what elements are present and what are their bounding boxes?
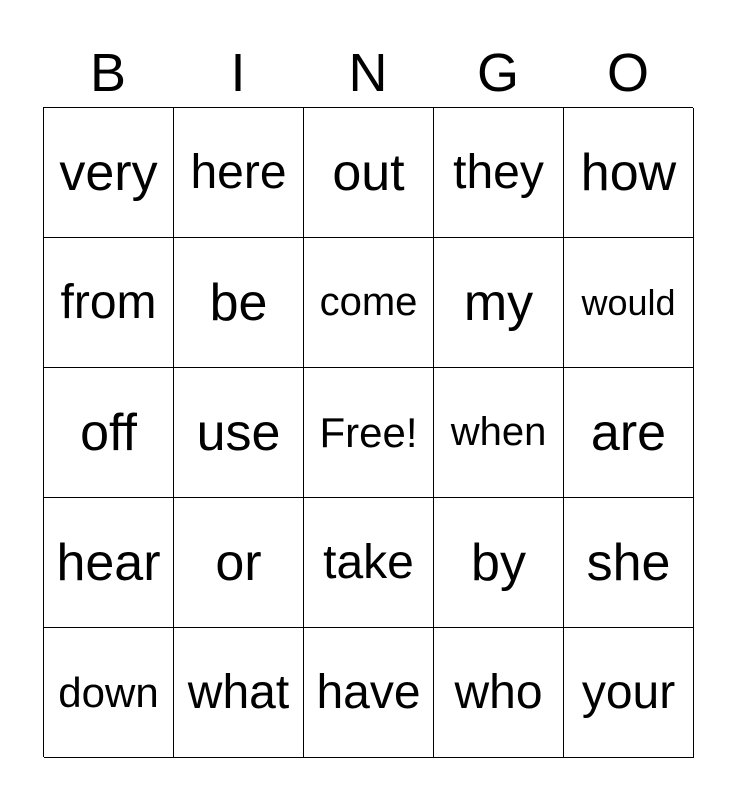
bingo-cell: what	[174, 628, 304, 758]
bingo-cell: use	[174, 368, 304, 498]
bingo-cell: who	[434, 628, 564, 758]
bingo-cell: my	[434, 238, 564, 368]
header-letter-g: G	[476, 43, 519, 103]
bingo-cell: she	[564, 498, 694, 628]
bingo-cell: down	[44, 628, 174, 758]
header-letter-b: B	[89, 43, 127, 103]
bingo-cell: or	[174, 498, 304, 628]
bingo-cell: when	[434, 368, 564, 498]
bingo-cell: off	[44, 368, 174, 498]
bingo-grid	[43, 107, 693, 757]
bingo-cell: would	[564, 238, 694, 368]
bingo-cell: have	[304, 628, 434, 758]
bingo-header	[43, 40, 693, 106]
header-letter-i: I	[230, 43, 246, 103]
header-letter-n: N	[348, 43, 388, 103]
bingo-cell: be	[174, 238, 304, 368]
free-space-cell: Free!	[304, 368, 434, 498]
bingo-cell: take	[304, 498, 434, 628]
bingo-cell: hear	[44, 498, 174, 628]
bingo-cell: out	[304, 108, 434, 238]
bingo-cell: are	[564, 368, 694, 498]
bingo-cell: here	[174, 108, 304, 238]
bingo-cell: how	[564, 108, 694, 238]
bingo-cell: your	[564, 628, 694, 758]
header-letter-o: O	[606, 43, 649, 103]
bingo-cell: come	[304, 238, 434, 368]
bingo-cell: very	[44, 108, 174, 238]
bingo-cell: from	[44, 238, 174, 368]
bingo-cell: they	[434, 108, 564, 238]
bingo-cell: by	[434, 498, 564, 628]
